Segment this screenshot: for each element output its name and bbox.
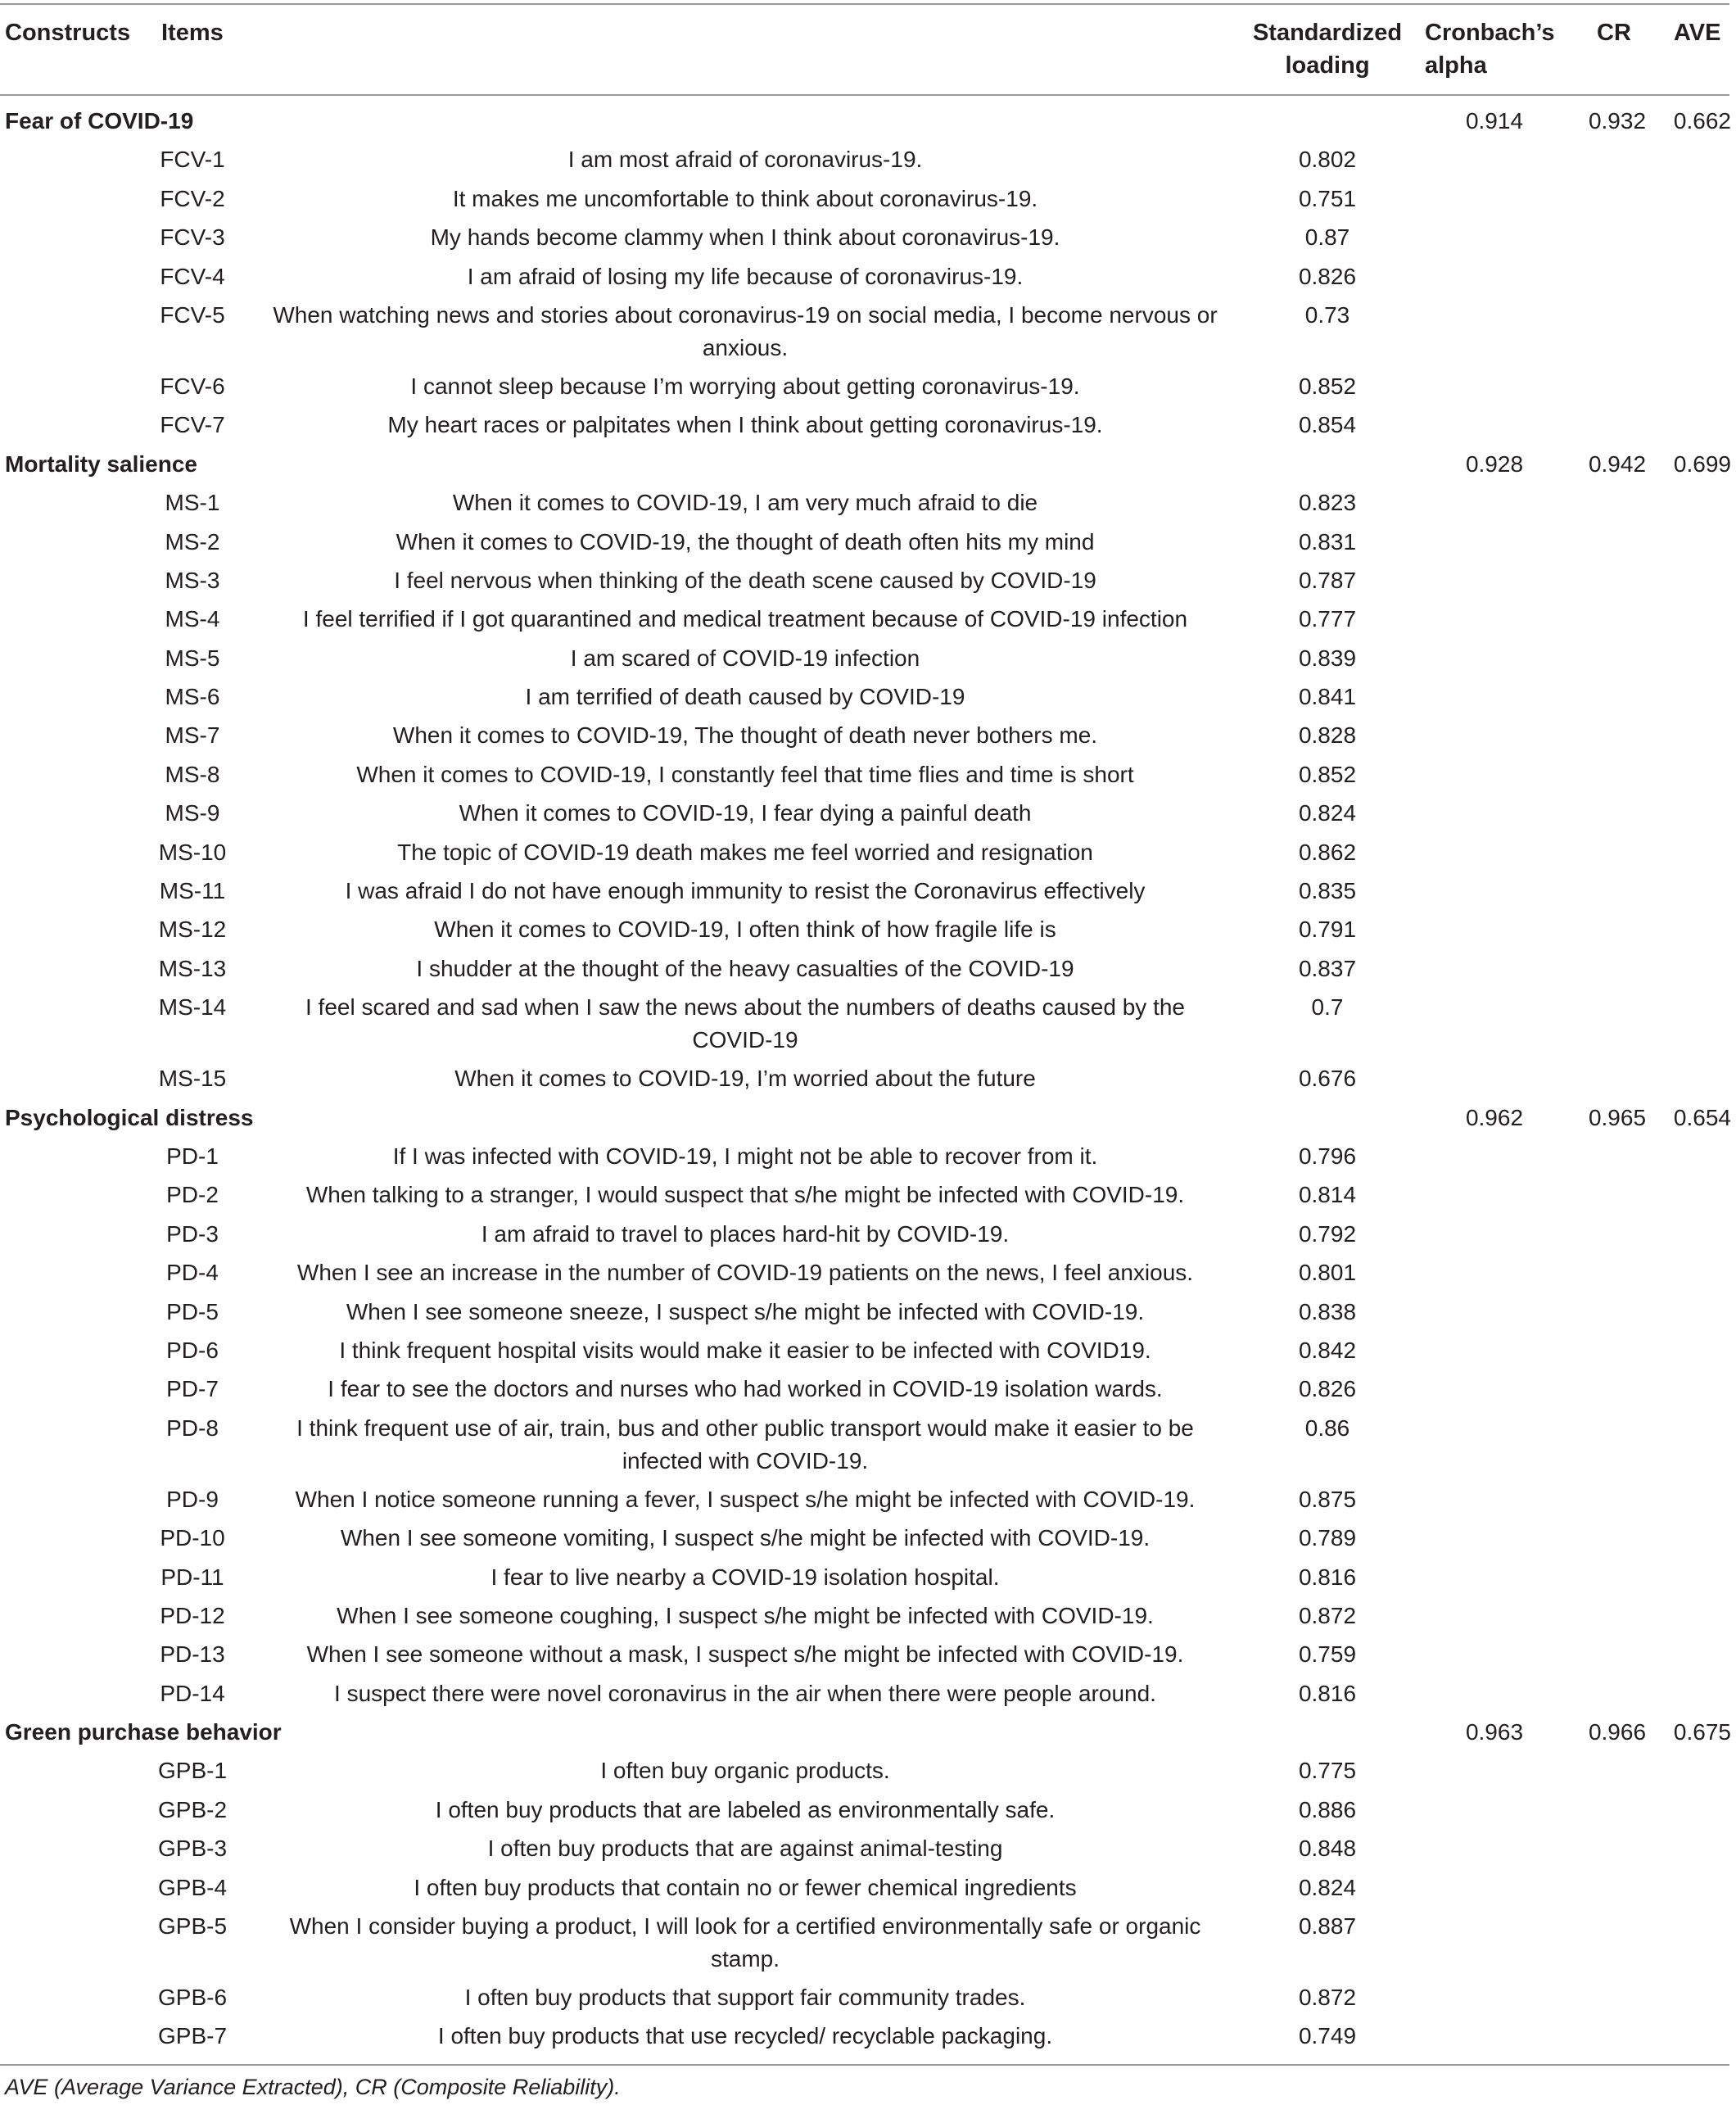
item-text: I feel scared and sad when I saw the news about the numbers of deaths caused by the COVID-19: [305, 994, 1185, 1053]
item-loading: 0.789: [1298, 1525, 1357, 1551]
item-row: [0, 1139, 1736, 1177]
item-id: PD-2: [166, 1182, 219, 1208]
item-loading: 0.801: [1298, 1260, 1357, 1286]
header-standardized-loading: [1236, 16, 1418, 82]
item-loading: 0.777: [1298, 606, 1357, 632]
cronbach-alpha-value: 0.962: [1465, 1104, 1524, 1130]
item-loading: 0.87: [1304, 224, 1350, 251]
item-row: [0, 1560, 1736, 1598]
item-loading: 0.824: [1298, 800, 1357, 826]
item-loading: 0.831: [1298, 528, 1357, 555]
item-text: I often buy products that use recycled/ recyclable packaging.: [437, 2023, 1053, 2049]
item-id: PD-5: [166, 1298, 219, 1324]
item-text: When talking to a stranger, I would suspect that s/he might be infected with COVID-19.: [305, 1182, 1185, 1208]
item-text: When it comes to COVID-19, the thought of death often hits my mind: [396, 528, 1095, 555]
construct-row: [0, 103, 1736, 142]
item-row: [0, 407, 1736, 446]
item-loading: 0.759: [1298, 1641, 1357, 1668]
item-text: I think frequent hospital visits would make it easier to be infected with COVID19.: [339, 1337, 1151, 1363]
item-id: PD-10: [160, 1525, 225, 1551]
item-text: I am afraid to travel to places hard-hit by COVID-19.: [481, 1220, 1010, 1247]
item-text: When I see someone coughing, I suspect s/he might be infected with COVID-19.: [337, 1602, 1154, 1628]
item-loading: 0.886: [1298, 1796, 1357, 1822]
cr-value: 0.932: [1588, 108, 1647, 134]
item-loading: 0.848: [1298, 1836, 1357, 1862]
cronbach-alpha-value: 0.963: [1465, 1719, 1524, 1745]
item-id: MS-9: [165, 800, 220, 826]
item-loading: 0.775: [1298, 1758, 1357, 1784]
ave-value: 0.654: [1673, 1104, 1731, 1130]
item-id: GPB-6: [157, 1985, 228, 2011]
cr-value: 0.965: [1588, 1104, 1647, 1130]
item-text: If I was infected with COVID-19, I might not be able to recover from it.: [392, 1143, 1098, 1169]
header-items: Items: [161, 20, 224, 46]
item-row: [0, 1908, 1736, 1980]
item-loading: 0.792: [1298, 1220, 1357, 1247]
item-loading: 0.814: [1298, 1182, 1357, 1208]
item-row: [0, 679, 1736, 718]
item-loading: 0.73: [1304, 301, 1350, 328]
table-body: [0, 103, 1736, 2057]
item-loading: 0.824: [1298, 1874, 1357, 1900]
item-row: [0, 2018, 1736, 2057]
item-row: [0, 563, 1736, 601]
item-text: I often buy products that are labeled as environmentally safe.: [435, 1796, 1056, 1822]
item-id: FCV-3: [160, 224, 225, 251]
item-loading: 0.828: [1298, 722, 1357, 749]
item-loading: 0.835: [1298, 878, 1357, 904]
item-id: GPB-3: [157, 1836, 228, 1862]
item-loading: 0.842: [1298, 1337, 1357, 1363]
item-row: [0, 1333, 1736, 1371]
item-row: [0, 835, 1736, 873]
item-row: [0, 1598, 1736, 1636]
item-loading: 0.816: [1298, 1564, 1357, 1590]
item-row: [0, 220, 1736, 258]
item-id: GPB-4: [157, 1874, 228, 1900]
item-id: FCV-7: [160, 412, 225, 438]
item-loading: 0.852: [1298, 761, 1357, 787]
header-cronbach-alpha: [1425, 16, 1572, 82]
construct-name: Green purchase behavior: [5, 1719, 282, 1745]
cr-value: 0.942: [1588, 450, 1647, 477]
item-id: MS-7: [165, 722, 220, 749]
item-row: [0, 1410, 1736, 1482]
item-text: When I see an increase in the number of COVID-19 patients on the news, I feel anxious.: [296, 1260, 1194, 1286]
item-row: [0, 757, 1736, 795]
item-text: I shudder at the thought of the heavy casualties of the COVID-19: [416, 955, 1074, 981]
construct-name: Fear of COVID-19: [5, 108, 194, 134]
item-row: [0, 297, 1736, 369]
item-row: [0, 259, 1736, 297]
item-text: I am afraid of losing my life because of coronavirus-19.: [467, 263, 1024, 289]
item-text: My hands become clammy when I think about coronavirus-19.: [430, 224, 1060, 251]
item-id: FCV-4: [160, 263, 225, 289]
header-ave: AVE: [1674, 20, 1721, 46]
item-loading: 0.838: [1298, 1298, 1357, 1324]
item-text: I often buy organic products.: [600, 1758, 890, 1784]
item-id: MS-15: [158, 1066, 227, 1092]
item-text: When I notice someone running a fever, I suspect s/he might be infected with COVID-19.: [295, 1486, 1196, 1512]
header-cr: CR: [1597, 20, 1631, 46]
item-row: [0, 524, 1736, 563]
item-row: [0, 873, 1736, 912]
item-id: MS-5: [165, 645, 220, 671]
item-loading: 0.802: [1298, 147, 1357, 173]
item-id: MS-8: [165, 761, 220, 787]
item-text: I was afraid I do not have enough immunity to resist the Coronavirus effectively: [345, 878, 1146, 904]
item-row: [0, 1870, 1736, 1908]
header-loading-line2: loading: [1285, 52, 1370, 79]
construct-row: [0, 1714, 1736, 1753]
item-id: MS-13: [158, 955, 227, 981]
item-row: [0, 1831, 1736, 1869]
item-id: FCV-1: [160, 147, 225, 173]
item-loading: 0.86: [1304, 1415, 1350, 1441]
item-row: [0, 795, 1736, 834]
item-text: I feel terrified if I got quarantined and medical treatment because of COVID-19 infection: [302, 606, 1188, 632]
item-id: FCV-6: [160, 373, 225, 399]
item-loading: 0.839: [1298, 645, 1357, 671]
item-text: I often buy products that contain no or fewer chemical ingredients: [414, 1874, 1077, 1900]
item-row: [0, 641, 1736, 679]
item-text: When watching news and stories about coronavirus-19 on social media, I become nervous or anxious.: [273, 301, 1218, 360]
construct-name: Psychological distress: [5, 1104, 254, 1130]
table-footnote: AVE (Average Variance Extracted), CR (Composite Reliability).: [5, 2075, 621, 2099]
item-id: MS-3: [165, 567, 220, 593]
item-loading: 0.676: [1298, 1066, 1357, 1092]
item-text: I think frequent use of air, train, bus and other public transport would make it easier to be infected with COVID-19.: [296, 1415, 1194, 1474]
construct-name: Mortality salience: [5, 450, 197, 477]
item-text: The topic of COVID-19 death makes me feel worried and resignation: [397, 839, 1093, 865]
cronbach-alpha-value: 0.928: [1465, 450, 1524, 477]
item-id: PD-4: [166, 1260, 219, 1286]
item-row: [0, 1061, 1736, 1099]
item-loading: 0.854: [1298, 412, 1357, 438]
item-loading: 0.837: [1298, 955, 1357, 981]
header-constructs: Constructs: [5, 20, 131, 46]
item-id: PD-13: [160, 1641, 225, 1668]
ave-value: 0.699: [1673, 450, 1731, 477]
item-id: MS-10: [158, 839, 227, 865]
item-text: My heart races or palpitates when I think about getting coronavirus-19.: [387, 412, 1103, 438]
item-loading: 0.852: [1298, 373, 1357, 399]
item-row: [0, 1255, 1736, 1293]
item-row: [0, 1482, 1736, 1520]
item-text: When I see someone vomiting, I suspect s/he might be infected with COVID-19.: [340, 1525, 1151, 1551]
item-row: [0, 1294, 1736, 1333]
item-id: PD-12: [160, 1602, 225, 1628]
item-text: I am most afraid of coronavirus-19.: [567, 147, 923, 173]
item-loading: 0.787: [1298, 567, 1357, 593]
table-bottom-rule: [0, 2064, 1729, 2066]
item-row: [0, 485, 1736, 523]
item-row: [0, 989, 1736, 1061]
item-id: MS-14: [158, 994, 227, 1021]
item-row: [0, 1520, 1736, 1559]
item-row: [0, 1177, 1736, 1215]
item-text: I am scared of COVID-19 infection: [570, 645, 920, 671]
item-loading: 0.816: [1298, 1680, 1357, 1706]
item-row: [0, 1676, 1736, 1714]
item-row: [0, 1371, 1736, 1410]
item-id: GPB-2: [157, 1796, 228, 1822]
item-id: PD-9: [166, 1486, 219, 1512]
header-alpha-line2: alpha: [1425, 52, 1487, 79]
item-text: I feel nervous when thinking of the death scene caused by COVID-19: [394, 567, 1096, 593]
item-id: MS-11: [159, 878, 226, 904]
ave-value: 0.675: [1673, 1719, 1731, 1745]
item-loading: 0.875: [1298, 1486, 1357, 1512]
ave-value: 0.662: [1673, 108, 1731, 134]
item-id: MS-2: [165, 528, 220, 555]
item-row: [0, 1753, 1736, 1791]
header-alpha-line1: Cronbach’s: [1425, 20, 1555, 46]
header-bottom-rule: [0, 94, 1729, 96]
item-id: PD-8: [166, 1415, 219, 1441]
item-loading: 0.841: [1298, 684, 1357, 710]
construct-row: [0, 446, 1736, 485]
item-id: MS-12: [158, 917, 227, 943]
item-text: I cannot sleep because I’m worrying about getting coronavirus-19.: [410, 373, 1080, 399]
item-loading: 0.749: [1298, 2023, 1357, 2049]
item-row: [0, 1636, 1736, 1675]
item-text: When it comes to COVID-19, I constantly feel that time flies and time is short: [356, 761, 1134, 787]
item-row: [0, 718, 1736, 756]
item-text: When I see someone sneeze, I suspect s/he might be infected with COVID-19.: [346, 1298, 1145, 1324]
item-loading: 0.887: [1298, 1913, 1357, 1940]
item-id: GPB-7: [157, 2023, 228, 2049]
item-loading: 0.823: [1298, 490, 1357, 516]
item-text: When it comes to COVID-19, I fear dying a painful death: [459, 800, 1032, 826]
item-id: PD-6: [166, 1337, 219, 1363]
item-id: MS-4: [165, 606, 220, 632]
item-id: GPB-1: [157, 1758, 228, 1784]
item-id: MS-1: [165, 490, 220, 516]
item-text: I am terrified of death caused by COVID-19: [525, 684, 965, 710]
item-text: When it comes to COVID-19, The thought of death never bothers me.: [392, 722, 1098, 749]
cronbach-alpha-value: 0.914: [1465, 108, 1524, 134]
item-loading: 0.872: [1298, 1985, 1357, 2011]
table-top-rule: [0, 3, 1729, 5]
item-text: It makes me uncomfortable to think about coronavirus-19.: [452, 185, 1038, 211]
item-loading: 0.826: [1298, 263, 1357, 289]
item-id: FCV-2: [160, 185, 225, 211]
item-id: PD-7: [166, 1376, 219, 1402]
item-id: PD-1: [166, 1143, 219, 1169]
item-id: PD-11: [160, 1564, 224, 1590]
item-id: FCV-5: [160, 301, 225, 328]
item-loading: 0.826: [1298, 1376, 1357, 1402]
item-id: GPB-5: [157, 1913, 228, 1940]
item-id: PD-14: [160, 1680, 225, 1706]
item-loading: 0.872: [1298, 1602, 1357, 1628]
item-text: I suspect there were novel coronavirus in the air when there were people around.: [334, 1680, 1156, 1706]
item-row: [0, 369, 1736, 407]
item-loading: 0.796: [1298, 1143, 1357, 1169]
item-loading: 0.751: [1298, 185, 1357, 211]
item-text: When it comes to COVID-19, I’m worried about the future: [454, 1066, 1036, 1092]
item-text: When it comes to COVID-19, I am very much afraid to die: [452, 490, 1038, 516]
item-row: [0, 1792, 1736, 1831]
item-loading: 0.862: [1298, 839, 1357, 865]
item-text: I fear to live nearby a COVID-19 isolation hospital.: [491, 1564, 1000, 1590]
item-loading: 0.7: [1311, 994, 1344, 1021]
item-row: [0, 1216, 1736, 1255]
item-text: I fear to see the doctors and nurses who had worked in COVID-19 isolation wards.: [328, 1376, 1163, 1402]
item-text: I often buy products that support fair community trades.: [464, 1985, 1026, 2011]
item-row: [0, 951, 1736, 989]
item-row: [0, 601, 1736, 640]
item-text: When it comes to COVID-19, I often think of how fragile life is: [434, 917, 1056, 943]
item-text: I often buy products that are against animal-testing: [487, 1836, 1003, 1862]
item-loading: 0.791: [1298, 917, 1357, 943]
item-text: When I consider buying a product, I will look for a certified environmentally safe or organic stamp.: [289, 1913, 1201, 1972]
item-row: [0, 142, 1736, 180]
item-row: [0, 181, 1736, 220]
header-loading-line1: Standardized: [1252, 20, 1403, 46]
item-text: When I see someone without a mask, I suspect s/he might be infected with COVID-19.: [306, 1641, 1184, 1668]
cr-value: 0.966: [1588, 1719, 1647, 1745]
item-id: PD-3: [166, 1220, 219, 1247]
item-row: [0, 1980, 1736, 2018]
item-row: [0, 912, 1736, 950]
item-id: MS-6: [165, 684, 220, 710]
construct-row: [0, 1100, 1736, 1139]
